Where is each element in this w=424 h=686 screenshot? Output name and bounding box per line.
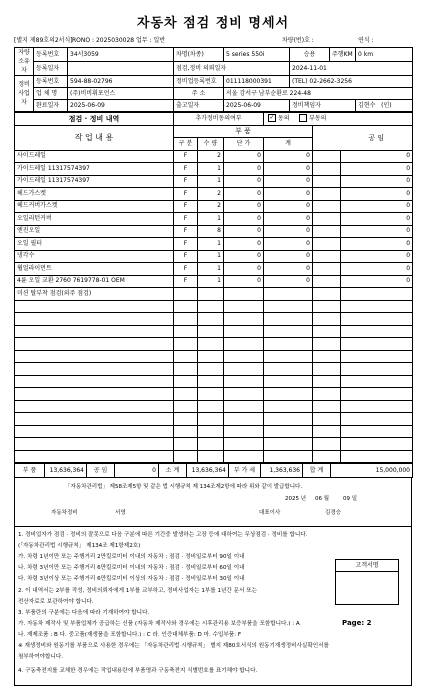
item-name: 가이드레일 11317574397 <box>15 163 174 176</box>
empty-item-row <box>15 450 413 463</box>
item-kind: F <box>174 213 198 226</box>
note-line: 나. 차령 3년이만 또는 주행거리 6만킬로미터 이내의 자동차 : 점검 · 정비일로부터 60일 이내 <box>18 565 245 571</box>
empty-cell <box>174 388 198 401</box>
empty-cell <box>15 338 174 351</box>
seal-mark: (인) <box>381 101 392 109</box>
empty-cell <box>174 438 198 451</box>
item-name: 휠얼라이먼트 <box>15 263 174 276</box>
empty-item-row <box>15 388 413 401</box>
mechanic-value: 김현수 (인) <box>356 100 413 112</box>
empty-cell <box>313 338 341 351</box>
item-qty: 1 <box>198 275 224 288</box>
empty-cell <box>224 413 264 426</box>
item-labor: 0 <box>341 200 413 213</box>
kind-header: 구 분 <box>174 138 198 151</box>
empty-cell <box>264 313 313 326</box>
item-row <box>15 200 413 213</box>
item-row <box>15 263 413 276</box>
empty-cell <box>224 300 264 313</box>
shop-name-value: (주)비비휘포언스 <box>68 88 174 100</box>
item-kind <box>174 288 198 301</box>
item-sum: 0 <box>264 250 313 263</box>
item-qty <box>198 288 224 301</box>
labor-header: 공 임 <box>341 125 413 150</box>
empty-cell <box>198 313 224 326</box>
mileage-label: 주행KM <box>330 48 356 62</box>
item-sum: 0 <box>264 175 313 188</box>
empty-cell <box>313 325 341 338</box>
agree-checkbox[interactable]: ✓ <box>269 114 275 122</box>
empty-item-row <box>15 438 413 451</box>
empty-cell <box>313 438 341 451</box>
item-name: 오일 필터 <box>15 238 174 251</box>
item-row <box>15 213 413 226</box>
item-kind: F <box>174 200 198 213</box>
empty-cell <box>313 375 341 388</box>
shop-reg-label: 등록번호 <box>34 76 68 88</box>
legal-statement <box>14 478 412 527</box>
note-line: (「자동차관리법 시행규칙」 제134조 제1항제2호) <box>18 543 141 549</box>
empty-cell <box>341 313 413 326</box>
item-row <box>15 275 413 288</box>
item-kind: F <box>174 163 198 176</box>
item-qty: 1 <box>198 238 224 251</box>
info-table <box>14 47 413 112</box>
address-label: 주 소 <box>174 88 224 100</box>
sum-header: 계 <box>264 138 313 151</box>
item-unit-price: 0 <box>224 188 264 201</box>
empty-cell <box>341 450 413 463</box>
item-unit-price: 0 <box>224 225 264 238</box>
item-sum: 0 <box>264 200 313 213</box>
empty-cell <box>15 400 174 413</box>
item-labor: 0 <box>341 213 413 226</box>
empty-cell <box>174 338 198 351</box>
item-spacer <box>313 150 341 163</box>
empty-cell <box>15 350 174 363</box>
empty-cell <box>264 425 313 438</box>
item-kind: F <box>174 175 198 188</box>
totals-table <box>14 463 413 478</box>
empty-cell <box>174 350 198 363</box>
empty-cell <box>198 438 224 451</box>
empty-cell <box>198 363 224 376</box>
empty-cell <box>341 350 413 363</box>
item-spacer <box>313 225 341 238</box>
empty-cell <box>341 338 413 351</box>
empty-item-row <box>15 400 413 413</box>
item-labor: 0 <box>341 175 413 188</box>
grand-total-value: 15,000,000 <box>331 464 413 478</box>
note-line: ※ 재생정비와 원동기를 부품으로 사용한 경우에는 「자동차관리법 시행규칙」 별지 제80호서식의 원동기재생정비사실확인서를 <box>18 643 329 649</box>
legal-text: 「자동차관리법」 제58조제5항 및 같은 법 시행규칙 제 134조제2항에 따라 위와 같이 발급합니다. <box>65 484 303 490</box>
use-label: 승용 <box>290 48 330 62</box>
empty-cell <box>264 388 313 401</box>
empty-cell <box>198 450 224 463</box>
shop-reg-value: 594-88-02796 <box>68 76 174 88</box>
parts-total-label: 부 품 <box>15 464 45 478</box>
empty-cell <box>313 350 341 363</box>
item-qty: 2 <box>198 200 224 213</box>
empty-cell <box>224 363 264 376</box>
empty-cell <box>341 400 413 413</box>
agree-label: 동의 <box>277 114 290 122</box>
empty-cell <box>15 438 174 451</box>
note-line: 다. 차령 3년이상 또는 주행거리 6만킬로미터 이상의 자동차 : 점검 · 정비일로부터 30일 이내 <box>18 576 245 582</box>
document-page <box>14 14 412 674</box>
empty-cell <box>341 438 413 451</box>
empty-cell <box>264 338 313 351</box>
item-row <box>15 175 413 188</box>
empty-cell <box>15 413 174 426</box>
document-title: 자동차 점검 정비 명세서 <box>136 16 290 31</box>
empty-cell <box>341 388 413 401</box>
item-name: 가이드레일 11317574397 <box>15 175 174 188</box>
empty-cell <box>198 300 224 313</box>
issue-month: 06 월 <box>315 496 330 502</box>
item-qty: 1 <box>198 163 224 176</box>
item-qty: 1 <box>198 175 224 188</box>
reg-date-label: 등록일자 <box>34 62 68 76</box>
form-number: [별지 제89호의2서식] <box>14 37 73 44</box>
note-line: 3. 부품란의 구분에는 다음에 따라 기재하여야 합니다. <box>18 610 150 616</box>
item-sum: 0 <box>264 263 313 276</box>
item-kind: F <box>174 238 198 251</box>
item-name: 4륜 오일 교환 2760 7619778-01 OEM <box>15 275 174 288</box>
empty-cell <box>174 325 198 338</box>
issue-day: 09 일 <box>343 496 358 502</box>
item-name: 오일리턴커버 <box>15 213 174 226</box>
parts-header: 부 품 <box>174 125 313 138</box>
item-unit-price: 0 <box>224 213 264 226</box>
item-spacer <box>313 163 341 176</box>
empty-cell <box>15 363 174 376</box>
customer-signature-label: 고객서명 <box>336 560 398 572</box>
item-unit-price: 0 <box>224 163 264 176</box>
representative-sign: 김경승 <box>325 510 341 516</box>
item-qty: 8 <box>198 225 224 238</box>
owner-section-label: 자량 소유자 <box>15 48 34 76</box>
item-spacer <box>313 238 341 251</box>
empty-cell <box>224 438 264 451</box>
item-qty: 2 <box>198 188 224 201</box>
item-name: 미션 탈부착 점검(외주 점검) <box>15 288 174 301</box>
empty-cell <box>224 338 264 351</box>
empty-cell <box>15 325 174 338</box>
empty-cell <box>224 425 264 438</box>
car-number-label: 차량(번)호 : <box>282 37 314 44</box>
item-kind: F <box>174 263 198 276</box>
empty-cell <box>174 313 198 326</box>
item-unit-price: 0 <box>224 250 264 263</box>
empty-cell <box>341 300 413 313</box>
check-date-label: 점검,정비 의뢰일자 <box>174 62 290 76</box>
item-labor: 0 <box>341 188 413 201</box>
empty-cell <box>313 300 341 313</box>
extra-work-choice <box>264 113 413 126</box>
empty-cell <box>341 325 413 338</box>
empty-item-row <box>15 363 413 376</box>
item-labor: 0 <box>341 238 413 251</box>
empty-cell <box>264 300 313 313</box>
empty-cell <box>224 400 264 413</box>
empty-cell <box>174 413 198 426</box>
empty-cell <box>224 313 264 326</box>
empty-item-row <box>15 325 413 338</box>
empty-cell <box>174 363 198 376</box>
issue-year: 2025 년 <box>285 496 307 502</box>
grand-total-label: 합 계 <box>303 464 331 478</box>
items-section-title: 점검 · 정비 내역 <box>15 113 174 126</box>
empty-cell <box>198 413 224 426</box>
item-unit-price: 0 <box>224 175 264 188</box>
empty-cell <box>198 425 224 438</box>
item-row <box>15 188 413 201</box>
empty-cell <box>313 313 341 326</box>
done-date-label: 완료일자 <box>34 100 68 112</box>
customer-signature-box[interactable] <box>335 559 399 605</box>
done-date-value: 2025-06-09 <box>68 100 174 112</box>
empty-cell <box>198 338 224 351</box>
item-spacer <box>313 200 341 213</box>
item-name: 냉각수 <box>15 250 174 263</box>
check-date-value: 2024-11-01 <box>290 62 413 76</box>
empty-cell <box>15 450 174 463</box>
empty-cell <box>313 363 341 376</box>
empty-item-row <box>15 300 413 313</box>
page-number: Page: 2 <box>342 619 372 627</box>
shop-section-label: 정비 사업자 <box>15 76 34 112</box>
empty-cell <box>224 350 264 363</box>
empty-item-row <box>15 350 413 363</box>
item-row <box>15 288 413 301</box>
empty-cell <box>264 438 313 451</box>
item-row <box>15 225 413 238</box>
item-kind: F <box>174 188 198 201</box>
item-sum: 0 <box>264 275 313 288</box>
rono-field: RONO : 2025030028 업무 : 일반 <box>72 37 166 44</box>
vat-value: 1,363,636 <box>261 464 303 478</box>
parts-spacer <box>313 125 341 150</box>
item-sum: 0 <box>264 188 313 201</box>
empty-cell <box>341 413 413 426</box>
empty-cell <box>341 425 413 438</box>
work-header: 작 업 내 용 <box>15 125 174 150</box>
shop-tel: (TEL) 02-2662-3256 <box>290 76 413 88</box>
parts-total-value: 13,636,364 <box>45 464 87 478</box>
note-line: 가. 자동차 제작사 및 부품업체가 공급하는 신품 (자동차 제작사와 경우에는 시후관리용 보증부품을 포함합니다.) : A <box>18 621 300 627</box>
empty-cell <box>198 400 224 413</box>
empty-cell <box>264 325 313 338</box>
item-sum: 0 <box>264 163 313 176</box>
item-labor: 0 <box>341 163 413 176</box>
issuer-name: 서영 <box>115 510 126 516</box>
item-unit-price <box>224 288 264 301</box>
empty-cell <box>174 300 198 313</box>
vat-label: 부 가 세 <box>229 464 261 478</box>
reg-no-value: 34서3059 <box>68 48 174 62</box>
empty-cell <box>174 450 198 463</box>
extra-work-label: 추가정비동의여부 <box>174 113 264 126</box>
empty-cell <box>15 388 174 401</box>
item-row <box>15 238 413 251</box>
item-spacer <box>313 250 341 263</box>
note-line: 전산자료로 보관하여야 합니다. <box>18 599 94 605</box>
empty-item-row <box>15 313 413 326</box>
qty-header: 수 량 <box>198 138 224 151</box>
item-labor: 0 <box>341 225 413 238</box>
note-line: 가. 차령 1년이만 또는 주행거리 2만킬로미터 이내의 자동차 : 점검 · 정비일로부터 90일 이내 <box>18 554 245 560</box>
empty-cell <box>313 450 341 463</box>
empty-item-row <box>15 413 413 426</box>
item-labor: 0 <box>341 150 413 163</box>
note-line: 나. 재제조품 : B 다. 중고품(재생품을 포함합니다.) : C 라. 인증대체부품: D 마. 수입부품: F <box>18 632 242 638</box>
item-spacer <box>313 213 341 226</box>
representative-label: 대표이사 <box>259 510 281 516</box>
model-value: 5 series 550i <box>224 48 290 62</box>
item-kind: F <box>174 150 198 163</box>
item-labor: 0 <box>341 250 413 263</box>
item-row <box>15 150 413 163</box>
mileage-value: 0 km <box>356 48 413 62</box>
shop-name-label: 업 체 명 <box>34 88 68 100</box>
item-labor <box>341 288 413 301</box>
item-sum: 0 <box>264 213 313 226</box>
item-spacer <box>313 288 341 301</box>
item-unit-price: 0 <box>224 200 264 213</box>
unit-price-header: 단 가 <box>224 138 264 151</box>
out-date-label: 출고일자 <box>174 100 224 112</box>
empty-cell <box>15 300 174 313</box>
item-qty: 1 <box>198 263 224 276</box>
item-qty: 1 <box>198 213 224 226</box>
empty-item-row <box>15 338 413 351</box>
empty-item-row <box>15 375 413 388</box>
empty-cell <box>15 313 174 326</box>
labor-total-label: 공 임 <box>87 464 115 478</box>
item-spacer <box>313 175 341 188</box>
item-unit-price: 0 <box>224 238 264 251</box>
empty-cell <box>198 325 224 338</box>
items-table <box>14 112 413 463</box>
item-labor: 0 <box>341 275 413 288</box>
item-sum: 0 <box>264 238 313 251</box>
notes-section <box>14 527 412 686</box>
empty-item-row <box>15 425 413 438</box>
empty-cell <box>15 425 174 438</box>
model-label: 차명(차종) <box>174 48 224 62</box>
serial-label: 연식 : <box>358 37 374 44</box>
disagree-label: 부동의 <box>309 114 327 122</box>
item-sum: 0 <box>264 150 313 163</box>
item-qty: 1 <box>198 250 224 263</box>
biz-no-label: 정비업등록번호 <box>174 76 224 88</box>
empty-cell <box>264 450 313 463</box>
empty-cell <box>174 375 198 388</box>
empty-cell <box>313 400 341 413</box>
empty-cell <box>264 363 313 376</box>
empty-cell <box>313 413 341 426</box>
item-row <box>15 250 413 263</box>
empty-cell <box>198 388 224 401</box>
empty-cell <box>198 350 224 363</box>
mechanic-label: 정비책임자 <box>290 100 356 112</box>
labor-total-value: 0 <box>115 464 159 478</box>
empty-cell <box>264 375 313 388</box>
item-unit-price: 0 <box>224 275 264 288</box>
item-name: 헤드커버가스켓 <box>15 200 174 213</box>
item-kind: F <box>174 250 198 263</box>
note-line: 4. 구동축전지를 교체한 경우에는 작업내용란에 부품명과 구동축전지 식별번호를 표기해야 합니다. <box>18 668 258 674</box>
empty-cell <box>264 350 313 363</box>
item-kind: F <box>174 275 198 288</box>
subtotal-value: 13,636,364 <box>187 464 229 478</box>
out-date-value: 2025-06-09 <box>224 100 290 112</box>
address-value: 서울 강서구 남부순환로 224-48 <box>224 88 413 100</box>
disagree-checkbox[interactable] <box>299 114 307 122</box>
item-spacer <box>313 275 341 288</box>
item-unit-price: 0 <box>224 150 264 163</box>
empty-cell <box>174 400 198 413</box>
empty-cell <box>15 375 174 388</box>
reg-date-value <box>68 62 174 76</box>
empty-cell <box>198 375 224 388</box>
item-spacer <box>313 188 341 201</box>
empty-cell <box>341 375 413 388</box>
item-row <box>15 163 413 176</box>
item-sum <box>264 288 313 301</box>
item-labor: 0 <box>341 263 413 276</box>
subtotal-label: 소 계 <box>159 464 187 478</box>
reg-no-label: 등록번호 <box>34 48 68 62</box>
header-line <box>14 34 412 47</box>
note-line: 2. 이 내역서는 2부를 작성, 정비의뢰자에게 1부를 교부하고, 정비사업자는 1부를 1년간 문서 또는 <box>18 588 257 594</box>
item-unit-price: 0 <box>224 263 264 276</box>
empty-cell <box>313 425 341 438</box>
empty-cell <box>264 400 313 413</box>
empty-cell <box>341 363 413 376</box>
item-spacer <box>313 263 341 276</box>
biz-no-value: 011118000391 <box>224 76 290 88</box>
note-line: 첨부하여야합니다. <box>18 654 64 660</box>
item-sum: 0 <box>264 225 313 238</box>
empty-cell <box>224 450 264 463</box>
empty-cell <box>313 388 341 401</box>
empty-cell <box>224 388 264 401</box>
item-name: 사이드레일 <box>15 150 174 163</box>
empty-cell <box>264 413 313 426</box>
item-name: 엔진오일 <box>15 225 174 238</box>
item-kind: F <box>174 225 198 238</box>
empty-cell <box>174 425 198 438</box>
empty-cell <box>224 325 264 338</box>
issuer-label: 자동차정비 <box>51 510 78 516</box>
empty-cell <box>224 375 264 388</box>
item-qty: 2 <box>198 150 224 163</box>
item-name: 헤드가스켓 <box>15 188 174 201</box>
note-line: 1. 정비업자가 점검 · 정비의 잘못으로 다음 구분에 따른 기간중 발생하는 고장 등에 대하여는 무상점검 · 정비를 합니다. <box>18 532 308 538</box>
